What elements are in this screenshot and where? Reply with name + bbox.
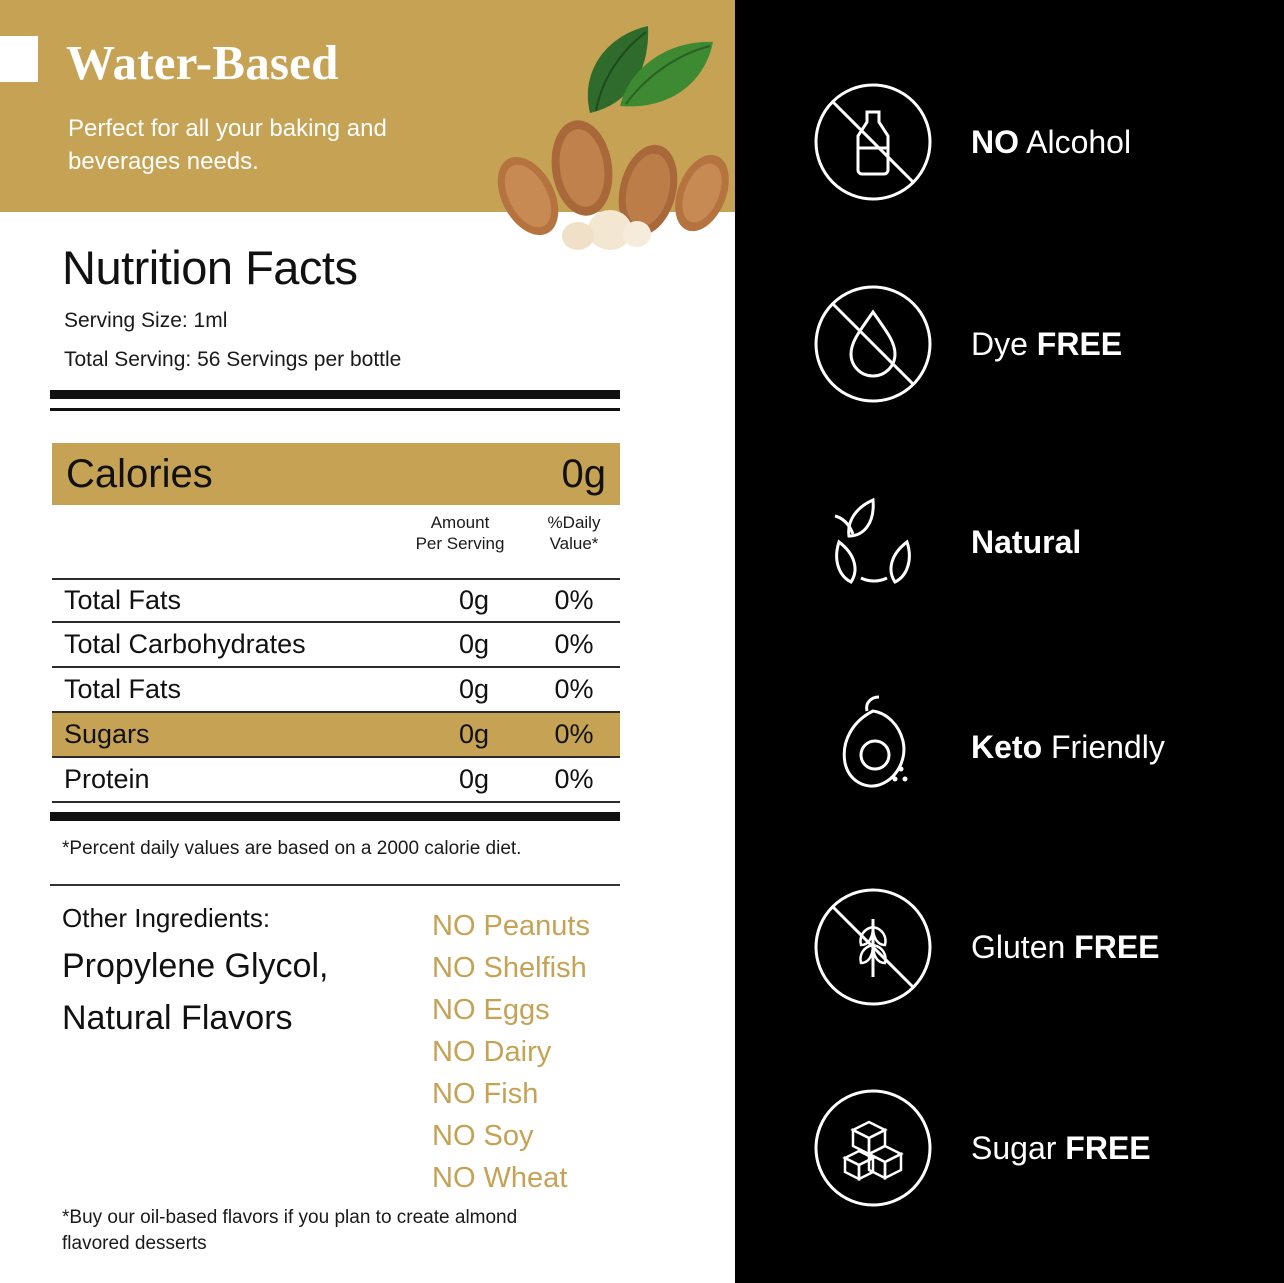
- table-row: [52, 758, 620, 803]
- amount-header-line2: Per Serving: [415, 534, 505, 553]
- no-dye-icon: [809, 280, 937, 408]
- table-row: [52, 668, 620, 713]
- natural-leaf-icon: [809, 478, 937, 606]
- nutrient-name: Total Fats: [64, 585, 182, 615]
- nutrient-name: Total Fats: [64, 674, 182, 704]
- claim-strong: FREE: [1074, 928, 1160, 965]
- nutrient-dv: 0%: [554, 585, 594, 615]
- nutrient-dv: 0%: [554, 629, 594, 659]
- claim-dye-free: [809, 280, 1122, 408]
- banner-title: Water-Based: [66, 35, 339, 90]
- claim-sugar-free: [809, 1084, 1151, 1212]
- nutrient-column-headers: [52, 512, 620, 554]
- keto-avocado-icon: [809, 683, 937, 811]
- nutrient-dv: 0%: [554, 719, 594, 749]
- list-item: NO Wheat: [432, 1162, 568, 1194]
- daily-value-footnote: *Percent daily values are based on a 2000 calorie diet.: [62, 838, 522, 859]
- nutrient-amount: 0g: [458, 764, 490, 794]
- banner-notch-decoration: [0, 36, 38, 82]
- other-ingredients-body: Propylene Glycol, Natural Flavors: [62, 947, 329, 1037]
- nutrient-table: [52, 578, 620, 803]
- other-ingredients-title: Other Ingredients:: [62, 903, 271, 933]
- list-item: NO Dairy: [432, 1036, 552, 1068]
- dv-header-line2: Value*: [549, 534, 599, 553]
- list-item: NO Fish: [432, 1078, 539, 1110]
- claim-label: [971, 124, 1131, 161]
- right-panel: [735, 0, 1284, 1283]
- claim-strong: FREE: [1036, 325, 1123, 362]
- claim-label: [971, 326, 1122, 363]
- table-row: [52, 623, 620, 668]
- almonds-image: [470, 18, 735, 293]
- page-title: Nutrition Facts: [62, 241, 358, 294]
- claim-gluten-free: [809, 883, 1160, 1011]
- claims-list: [735, 0, 1284, 1283]
- nutrient-amount: 0g: [458, 629, 490, 659]
- claim-label: [971, 729, 1165, 766]
- claim-strong: Keto: [971, 728, 1043, 765]
- claim-label: [971, 1130, 1151, 1167]
- banner-subtitle: Perfect for all your baking and beverages needs.: [68, 115, 387, 175]
- list-item: NO Soy: [432, 1120, 534, 1152]
- claim-strong: FREE: [1065, 1129, 1151, 1166]
- table-row: [52, 578, 620, 623]
- amount-header-line1: Amount: [430, 513, 490, 532]
- claim-rest: Alcohol: [1019, 123, 1132, 160]
- nutrient-dv: 0%: [554, 764, 594, 794]
- divider-thick-top: [50, 390, 620, 399]
- daily-value-header: [528, 512, 620, 554]
- nutrient-amount: 0g: [458, 719, 490, 749]
- table-row: [52, 713, 620, 758]
- divider-ingredients: [50, 884, 620, 886]
- calories-label: Calories: [66, 451, 213, 496]
- claim-label: [971, 929, 1160, 966]
- claim-rest: Sugar: [971, 1129, 1066, 1166]
- claim-rest: Dye: [971, 325, 1037, 362]
- no-gluten-icon: [809, 883, 937, 1011]
- amount-per-serving-header: [406, 512, 514, 554]
- nutrient-amount: 0g: [458, 674, 490, 704]
- claim-rest: Friendly: [1042, 728, 1165, 765]
- claim-label: [971, 524, 1081, 561]
- dv-header-line1: %Daily: [547, 513, 601, 532]
- claim-strong: NO: [971, 123, 1019, 160]
- claim-rest: Gluten: [971, 928, 1075, 965]
- oil-based-disclaimer: *Buy our oil-based flavors if you plan to create almond flavored desserts: [62, 1207, 518, 1254]
- nutrient-name: Total Carbohydrates: [64, 629, 306, 659]
- divider-thick-bottom: [50, 812, 620, 821]
- free-from-list: [432, 905, 590, 1199]
- calories-row: [52, 443, 620, 505]
- list-item: NO Shelfish: [432, 952, 587, 984]
- claim-strong: Natural: [971, 523, 1082, 560]
- no-alcohol-icon: [809, 78, 937, 206]
- nutrient-name: Protein: [64, 764, 150, 794]
- list-item: NO Eggs: [432, 994, 550, 1026]
- claim-natural: [809, 478, 1081, 606]
- claim-no-alcohol: [809, 78, 1131, 206]
- total-serving: Total Serving: 56 Servings per bottle: [64, 348, 402, 371]
- list-item: NO Peanuts: [432, 910, 590, 942]
- calories-value: 0g: [561, 451, 606, 496]
- nutrient-dv: 0%: [554, 674, 594, 704]
- nutrient-name: Sugars: [64, 719, 150, 749]
- serving-size: Serving Size: 1ml: [64, 309, 228, 332]
- sugar-free-icon: [809, 1084, 937, 1212]
- claim-keto-friendly: [809, 683, 1165, 811]
- divider-thin-top: [50, 408, 620, 411]
- nutrient-amount: 0g: [458, 585, 490, 615]
